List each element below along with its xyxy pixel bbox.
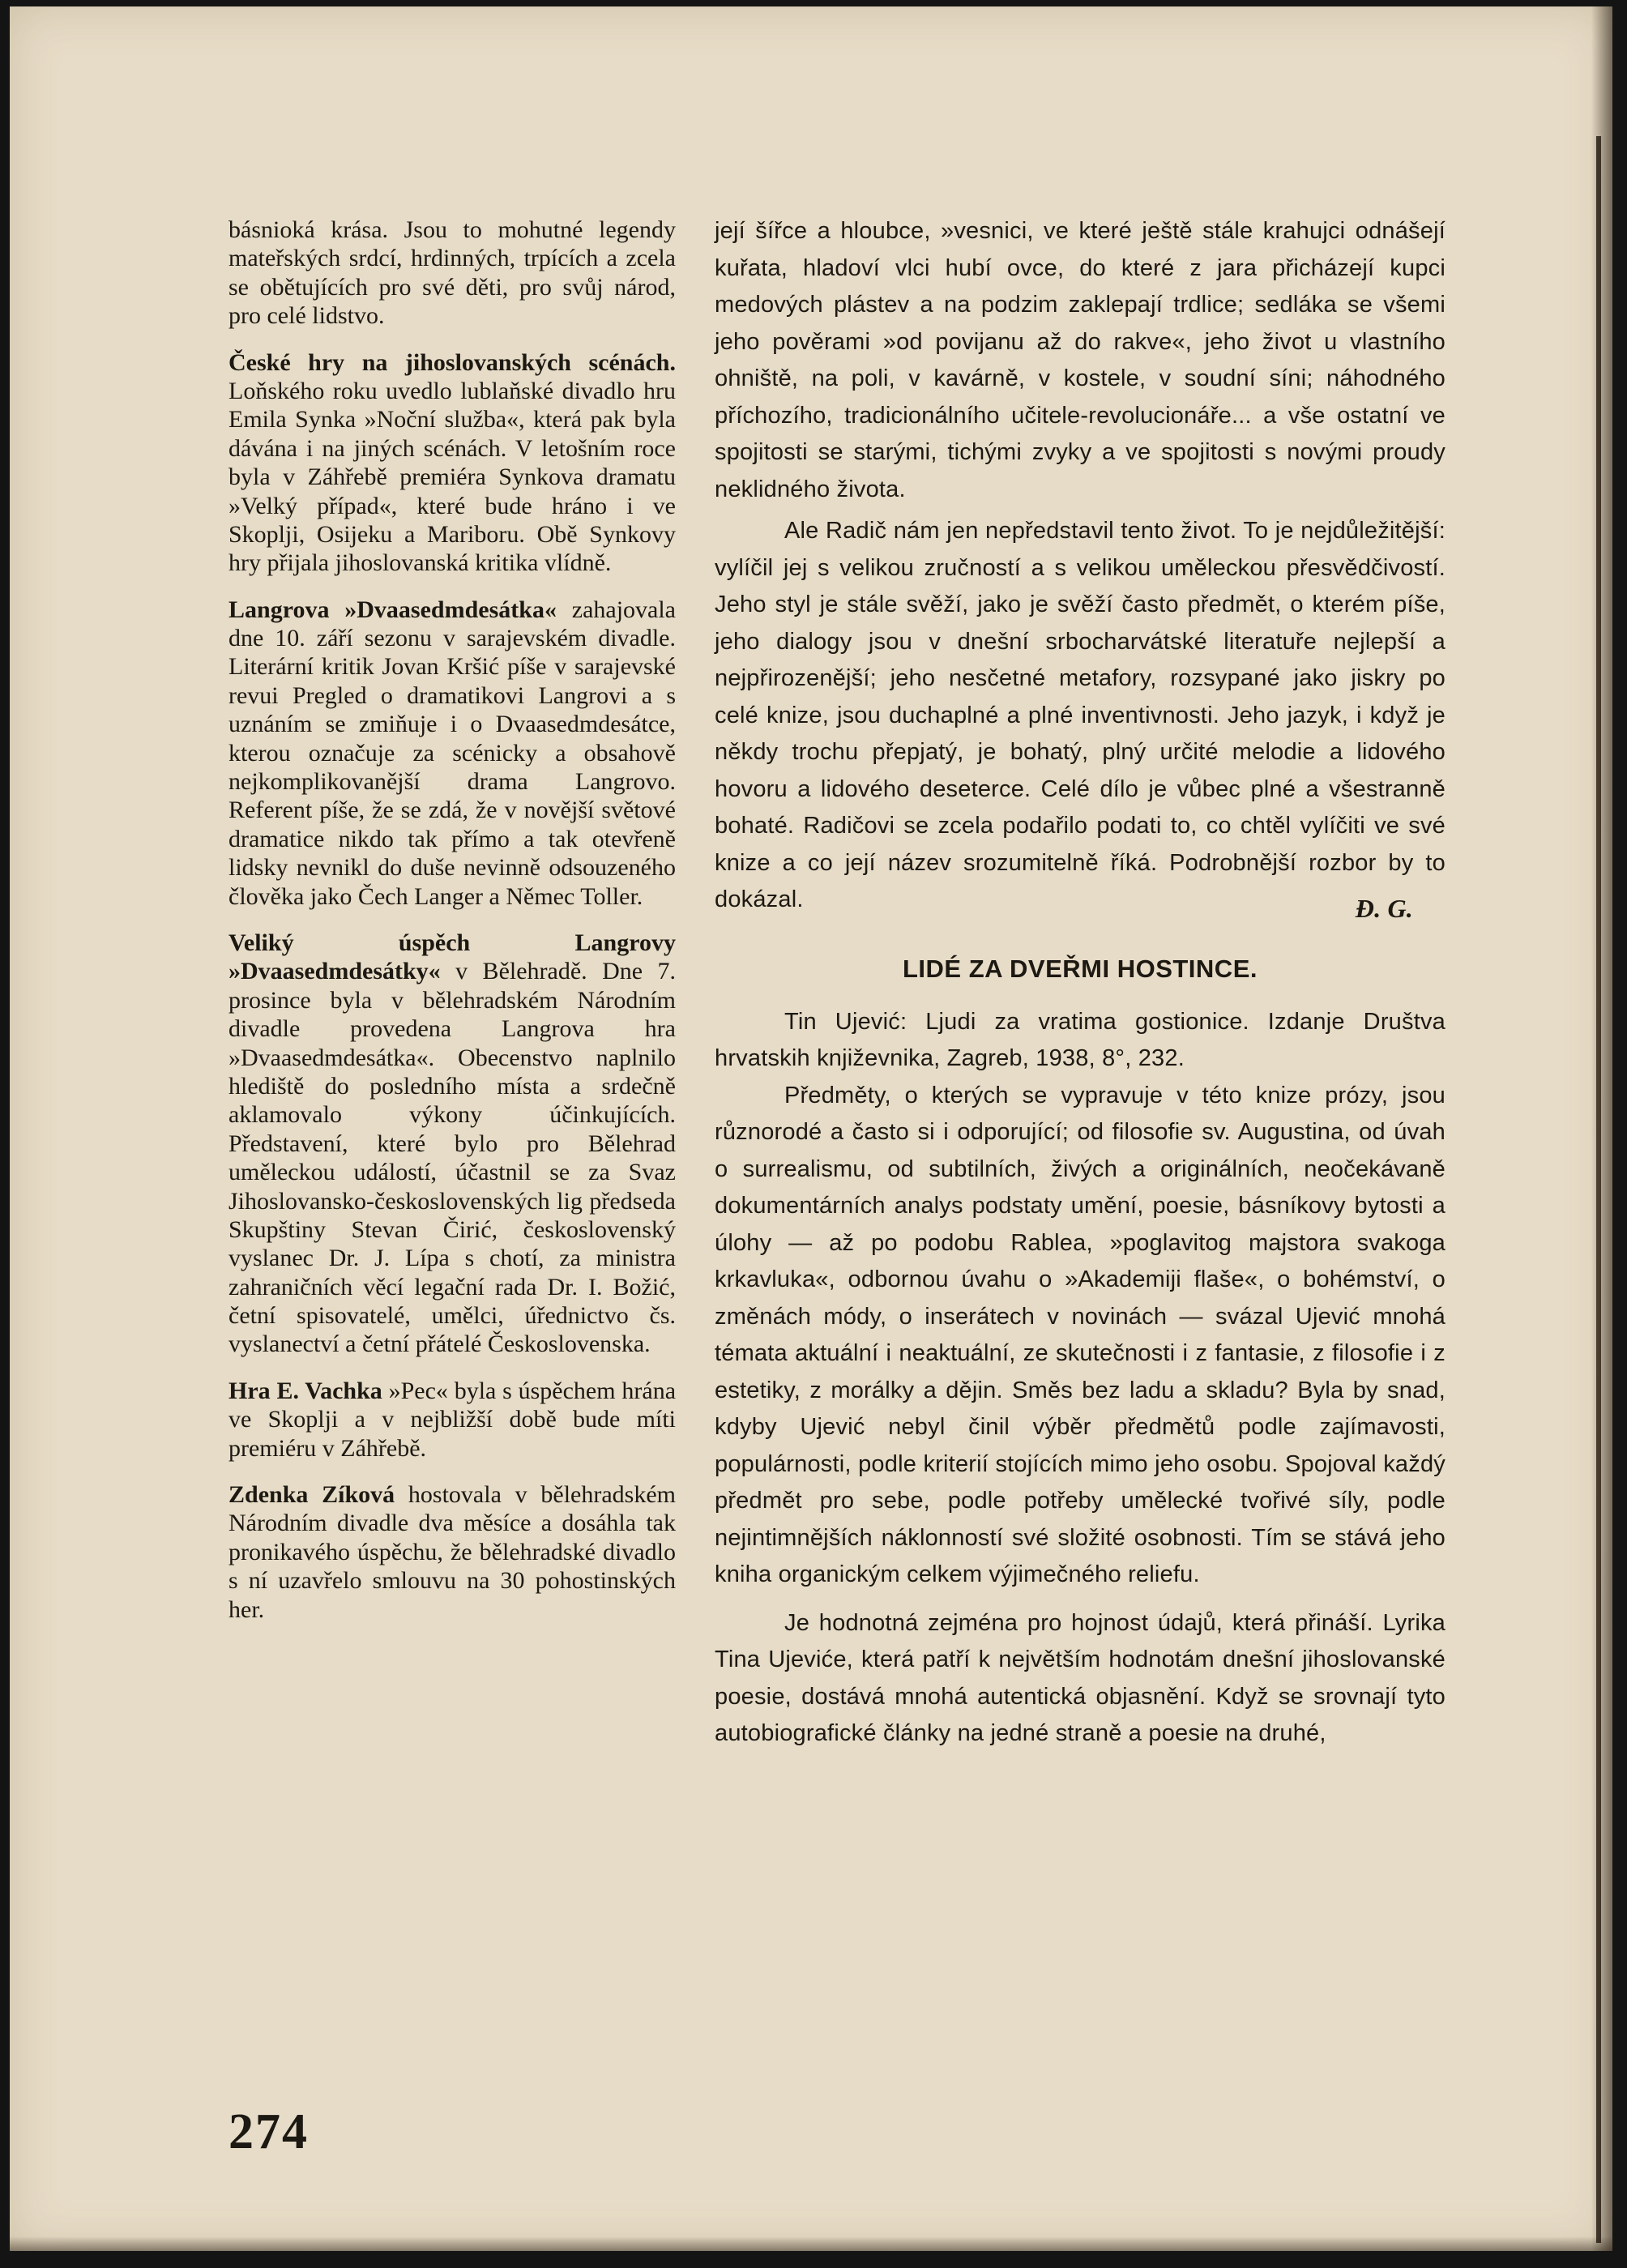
left-paragraph-1-text: básnioká krása. Jsou to mohutné legendy mateřských srdcí, hrdinných, trpících a zcela se obětujících pro své děti, pro svůj národ, pro celé lidstvo. — [228, 216, 676, 330]
page-number: 274 — [228, 2104, 309, 2159]
news-item-vachek — [228, 1377, 676, 1463]
review-paragraph: Je hodnotná zejména pro hojnost údajů, která přináší. Lyrika Tina Ujeviće, která patří k největším hodnotám dnešní jihoslovanské poesie, dostává mnohá autentická objasnění. Když se srovnají tyto autobiografické články na jedné straně a poesie na druhé, — [715, 1609, 1446, 1747]
news-item-langer-belgrade — [228, 929, 676, 1359]
review-continuation-paragraph: její šířce a hloubce, »vesnici, ve které ještě stále krahujci odnášejí kuřata, hladoví vlci hubí ovce, do které z jara přicházejí kupci medových plástev a na podzim zaklepají trdlice; sedláka se všemi jeho pověrami »od povijanu až do rakve«, jeho život u vlastního ohniště, na poli, v kavárně, v kostele, v soudní síni; náhodného příchozího, tradicionálního učitele-revolucionáře... a vše ostatní ve spojitosti se starými, tichými zvyky a ve spojitosti s novými proudy neklidného života. — [715, 218, 1446, 502]
news-item-text: »Pec« byla s úspěchem hrána ve Skoplji a v nejbližší době bude míti premiéru v Záhřebě. — [228, 1377, 677, 1462]
right-column — [715, 213, 1446, 1758]
bibliographic-entry: Tin Ujević: Ljudi za vratima gostionice. Izdanje Društva hrvatskih književnika, Zagreb, 1938, 8°, 232. — [715, 1008, 1446, 1072]
news-item-lead: Hra E. Vachka — [228, 1377, 382, 1404]
news-item-text: hostovala v bělehradském Národním divadle dva měsíce a dosáhla tak pronikavého úspěchu, že bělehradské divadlo s ní uzavřelo smlouvu na 30 pohostinských her. — [228, 1481, 676, 1623]
news-item-text: zahajovala dne 10. září sezonu v sarajevském divadle. Literární kritik Jovan Kršić píše v sarajevské revui Pregled o dramatikovi Langrovi a s uznáním se zmiňuje i o Dvaasedmdesátce, kterou označuje za scénicky a obsahově nejkomplikovanější drama Langrovo. Referent píše, že se zdá, že v novější světové dramatice nikdo tak přímo a tak otevřeně lidsky nevnikl do duše nevinně odsouzeného člověka jako Čech Langer a Němec Toller. — [228, 596, 676, 910]
review-paragraph: Předměty, o kterých se vypravuje v této knize prózy, jsou různorodé a často si i odporující; od filosofie sv. Augustina, od úvah o surrealismu, od subtilních, živých a originálních, neočekávaně dokumentárních analys podstaty umění, poesie, básníkovy bytosti a úlohy — až po podobu Rablea, »poglavitog majstora svakoga krkavluka«, odbornou úvahu o »Akademiji flaše«, o bohémství, o změnách módy, o inserátech v novinách — svázal Ujević mnohá témata aktuální i neaktuální, ze skutečnosti i z fantasie, z filosofie i z estetiky, z morálky a dějin. Směs bez ladu a skladu? Byla by snad, kdyby Ujević nebyl činil výběr předmětů podle zajímavosti, populárnosti, podle kriterií stojících mimo jeho osobu. Spojoval každý předmět pro sebe, podle potřeby umělecké tvořivé síly, podle nejintimnějších náklonností své složité osobnosti. Tím se stává jeho kniha organickým celkem výjimečného reliefu. — [715, 1082, 1446, 1588]
scanned-page — [10, 6, 1612, 2251]
review-heading: LIDÉ ZA DVEŘMI HOSTINCE. — [903, 955, 1258, 984]
left-column — [228, 216, 676, 1642]
news-item-czech-plays — [228, 348, 676, 578]
review-signature: Đ. G. — [1355, 893, 1413, 923]
news-item-zikova — [228, 1480, 676, 1624]
news-item-text: Loňského roku uvedlo lublaňské divadlo hru Emila Synka »Noční služba«, která pak byla dávána i na jiných scénách. V letošním roce byla v Záhřebě premiéra Synkova dramatu »Velký případ«, které bude hráno i ve Skoplji, Osijeku a Mariboru. Obě Synkovy hry přijala jihoslovanská kritika vlídně. — [228, 377, 676, 577]
news-item-lead: Zdenka Zíková — [228, 1481, 395, 1509]
news-item-lead: České hry na jihoslovanských scénách. — [228, 348, 676, 376]
news-item-lead: Veliký úspěch Langrovy »Dvaasedmdesátky« — [228, 929, 676, 985]
news-item-lead: Langrova »Dvaasedmdesátka« — [228, 596, 557, 623]
page-edge-right — [1591, 6, 1612, 2251]
news-item-text: v Bělehradě. Dne 7. prosince byla v bělehradském Národním divadle provedena Langrova hra »Dvaasedmdesátka«. Obecenstvo naplnilo hlediště do posledního místa a srdečně aklamovalo výkony účinkujících. Představení, které bylo pro Bělehrad uměleckou událostí, účastnil se za Svaz Jihoslovansko-československých lig předseda Skupštiny Stevan Čirić, československý vyslanec Dr. J. Lípa s chotí, za ministra zahraničních věcí legační rada Dr. I. Božić, četní spisovatelé, umělci, úřednictvo čs. vyslanectví a četní přátelé Československa. — [228, 958, 676, 1358]
review-paragraph: Ale Radič nám jen nepředstavil tento život. To je nejdůležitější: vylíčil jej s velikou zručností a s velikou uměleckou přesvědčivostí. Jeho styl je stále svěží, jako je svěží často předmět, o kterém píše, jeho dialogy jsou v dnešní srbocharvátské literatuře nejlepší a nejpřirozenější; jeho nesčetné metafory, rozsypané jako jiskry po celé knize, jsou duchaplné a plné inventivnosti. Jeho jazyk, i když je někdy trochu přepjatý, je bohatý, plný určité melodie a lidového hovoru a lidového deseterce. Celé dílo je vůbec plné a všestranně bohaté. Radičovi se zcela podařilo podati to, co chtěl vylíčiti ve své knize a co její název srozumitelně říká. Podrobnější rozbor by to dokázal. — [715, 518, 1446, 913]
page-edge-bottom — [10, 2236, 1612, 2251]
news-item-langer-sarajevo — [228, 596, 676, 911]
left-paragraph-1 — [228, 216, 676, 331]
